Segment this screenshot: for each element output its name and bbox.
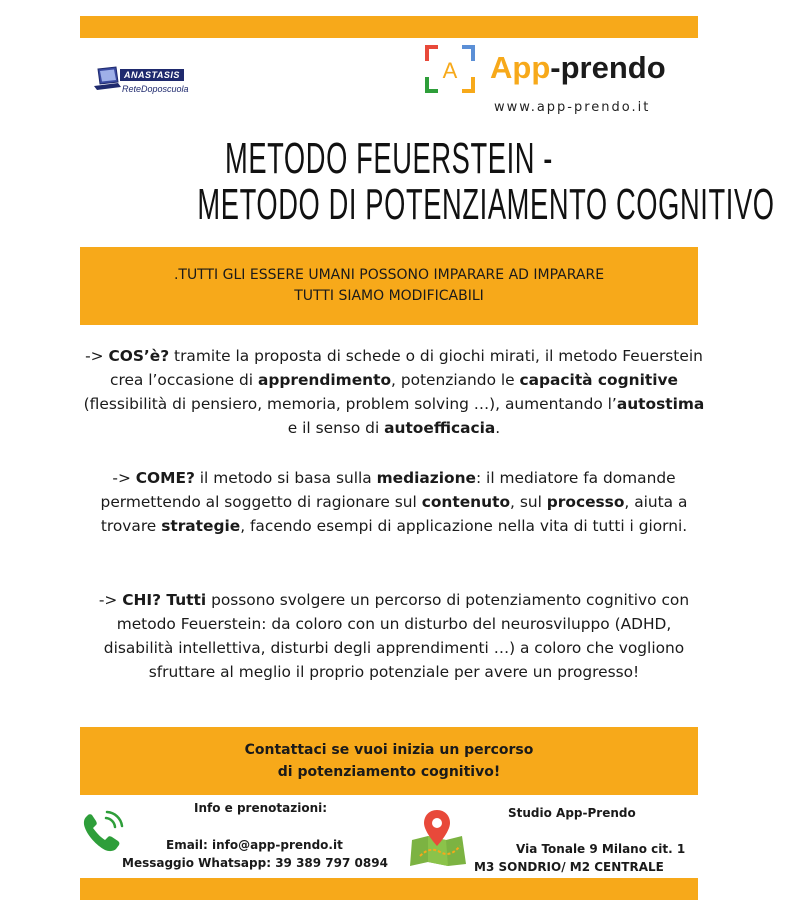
cos-text-5: . [495, 419, 501, 437]
section-chi [80, 588, 708, 684]
cta-band [80, 727, 698, 795]
studio-title: Studio App-Prendo [508, 806, 636, 820]
page-title [197, 134, 775, 229]
cos-arrow: -> [85, 347, 109, 365]
chi-text-1: possono svolgere un percorso di potenziamento cognitivo con metodo Feuerstein: da coloro con un disturbo del neurosviluppo (ADHD, disabilità intellettiva, disturbi degli apprendimenti …) a coloro che vogliono sfruttare al meglio il proprio potenziale per avere un progresso! [103, 591, 690, 681]
section-come [80, 466, 708, 538]
app-prendo-logo [420, 42, 710, 94]
come-text-3: , sul [510, 493, 547, 511]
come-bold-4: strategie [161, 517, 241, 535]
map-pin-icon [406, 806, 468, 868]
contact-whatsapp[interactable]: Messaggio Whatsapp: 39 389 797 0894 [122, 856, 388, 870]
top-accent-band [80, 16, 698, 38]
phone-icon [78, 808, 128, 858]
app-prendo-mark-letter: A [442, 58, 458, 83]
title-line-1: METODO FEUERSTEIN - [224, 134, 554, 183]
come-text-2: : il mediatore fa domande permettendo al soggetto di ragionare sul [100, 469, 676, 511]
cos-bold-1: apprendimento [257, 371, 392, 389]
info-title: Info e prenotazioni: [194, 801, 328, 815]
bottom-accent-band [80, 878, 698, 900]
come-bold-3: processo [546, 493, 625, 511]
contact-email[interactable]: Email: info@app-prendo.it [166, 838, 343, 852]
cos-bold-4: autoefficacia [384, 419, 496, 437]
studio-address: Via Tonale 9 Milano cit. 1 [516, 842, 686, 856]
brand-part-prendo: -prendo [550, 50, 666, 85]
cos-bold-3: autostima [616, 395, 705, 413]
come-text-4: , aiuta a trovare [100, 493, 688, 535]
come-text-5: , facendo esempi di applicazione nella vita di tutti i giorni. [240, 517, 688, 535]
slogan-line-1: .TUTTI GLI ESSERE UMANI POSSONO IMPARARE AD IMPARARE [173, 267, 605, 283]
slogan-line-2: TUTTI SIAMO MODIFICABILI [294, 288, 484, 304]
title-line-2: METODO DI POTENZIAMENTO COGNITIVO [197, 180, 775, 229]
section-cos [80, 344, 708, 440]
come-bold-2: contenuto [421, 493, 511, 511]
website-url: www.app-prendo.it [494, 100, 651, 115]
come-text-1: il metodo si basa sulla [194, 469, 377, 487]
come-bold-1: mediazione [376, 469, 476, 487]
come-heading: COME? [135, 469, 195, 487]
studio-metro: M3 SONDRIO/ M2 CENTRALE [474, 860, 664, 874]
cos-heading: COS’è? [108, 347, 170, 365]
cos-text-4: e il senso di [287, 419, 385, 437]
cos-text-1: tramite la proposta di schede o di giochi mirati, il metodo Feuerstein crea l’occasione di [110, 347, 703, 389]
cta-line-1: Contattaci se vuoi inizia un percorso [244, 742, 534, 758]
chi-heading: CHI? Tutti [122, 591, 207, 609]
app-prendo-mark-icon [424, 44, 476, 94]
app-prendo-wordmark [490, 50, 666, 86]
anastasis-logo [92, 66, 222, 100]
cos-bold-2: capacità cognitive [519, 371, 678, 389]
anastasis-subtitle: ReteDoposcuola [122, 84, 189, 94]
slogan-band [80, 247, 698, 325]
brand-part-app: App [490, 50, 551, 85]
laptop-icon [92, 66, 122, 92]
come-arrow: -> [112, 469, 136, 487]
cta-line-2: di potenziamento cognitivo! [277, 764, 501, 780]
cos-text-3: (flessibilità di pensiero, memoria, problem solving …), aumentando l’ [83, 395, 617, 413]
anastasis-name: ANASTASIS [120, 69, 184, 81]
cos-text-2: , potenziando le [391, 371, 520, 389]
chi-arrow: -> [98, 591, 123, 609]
